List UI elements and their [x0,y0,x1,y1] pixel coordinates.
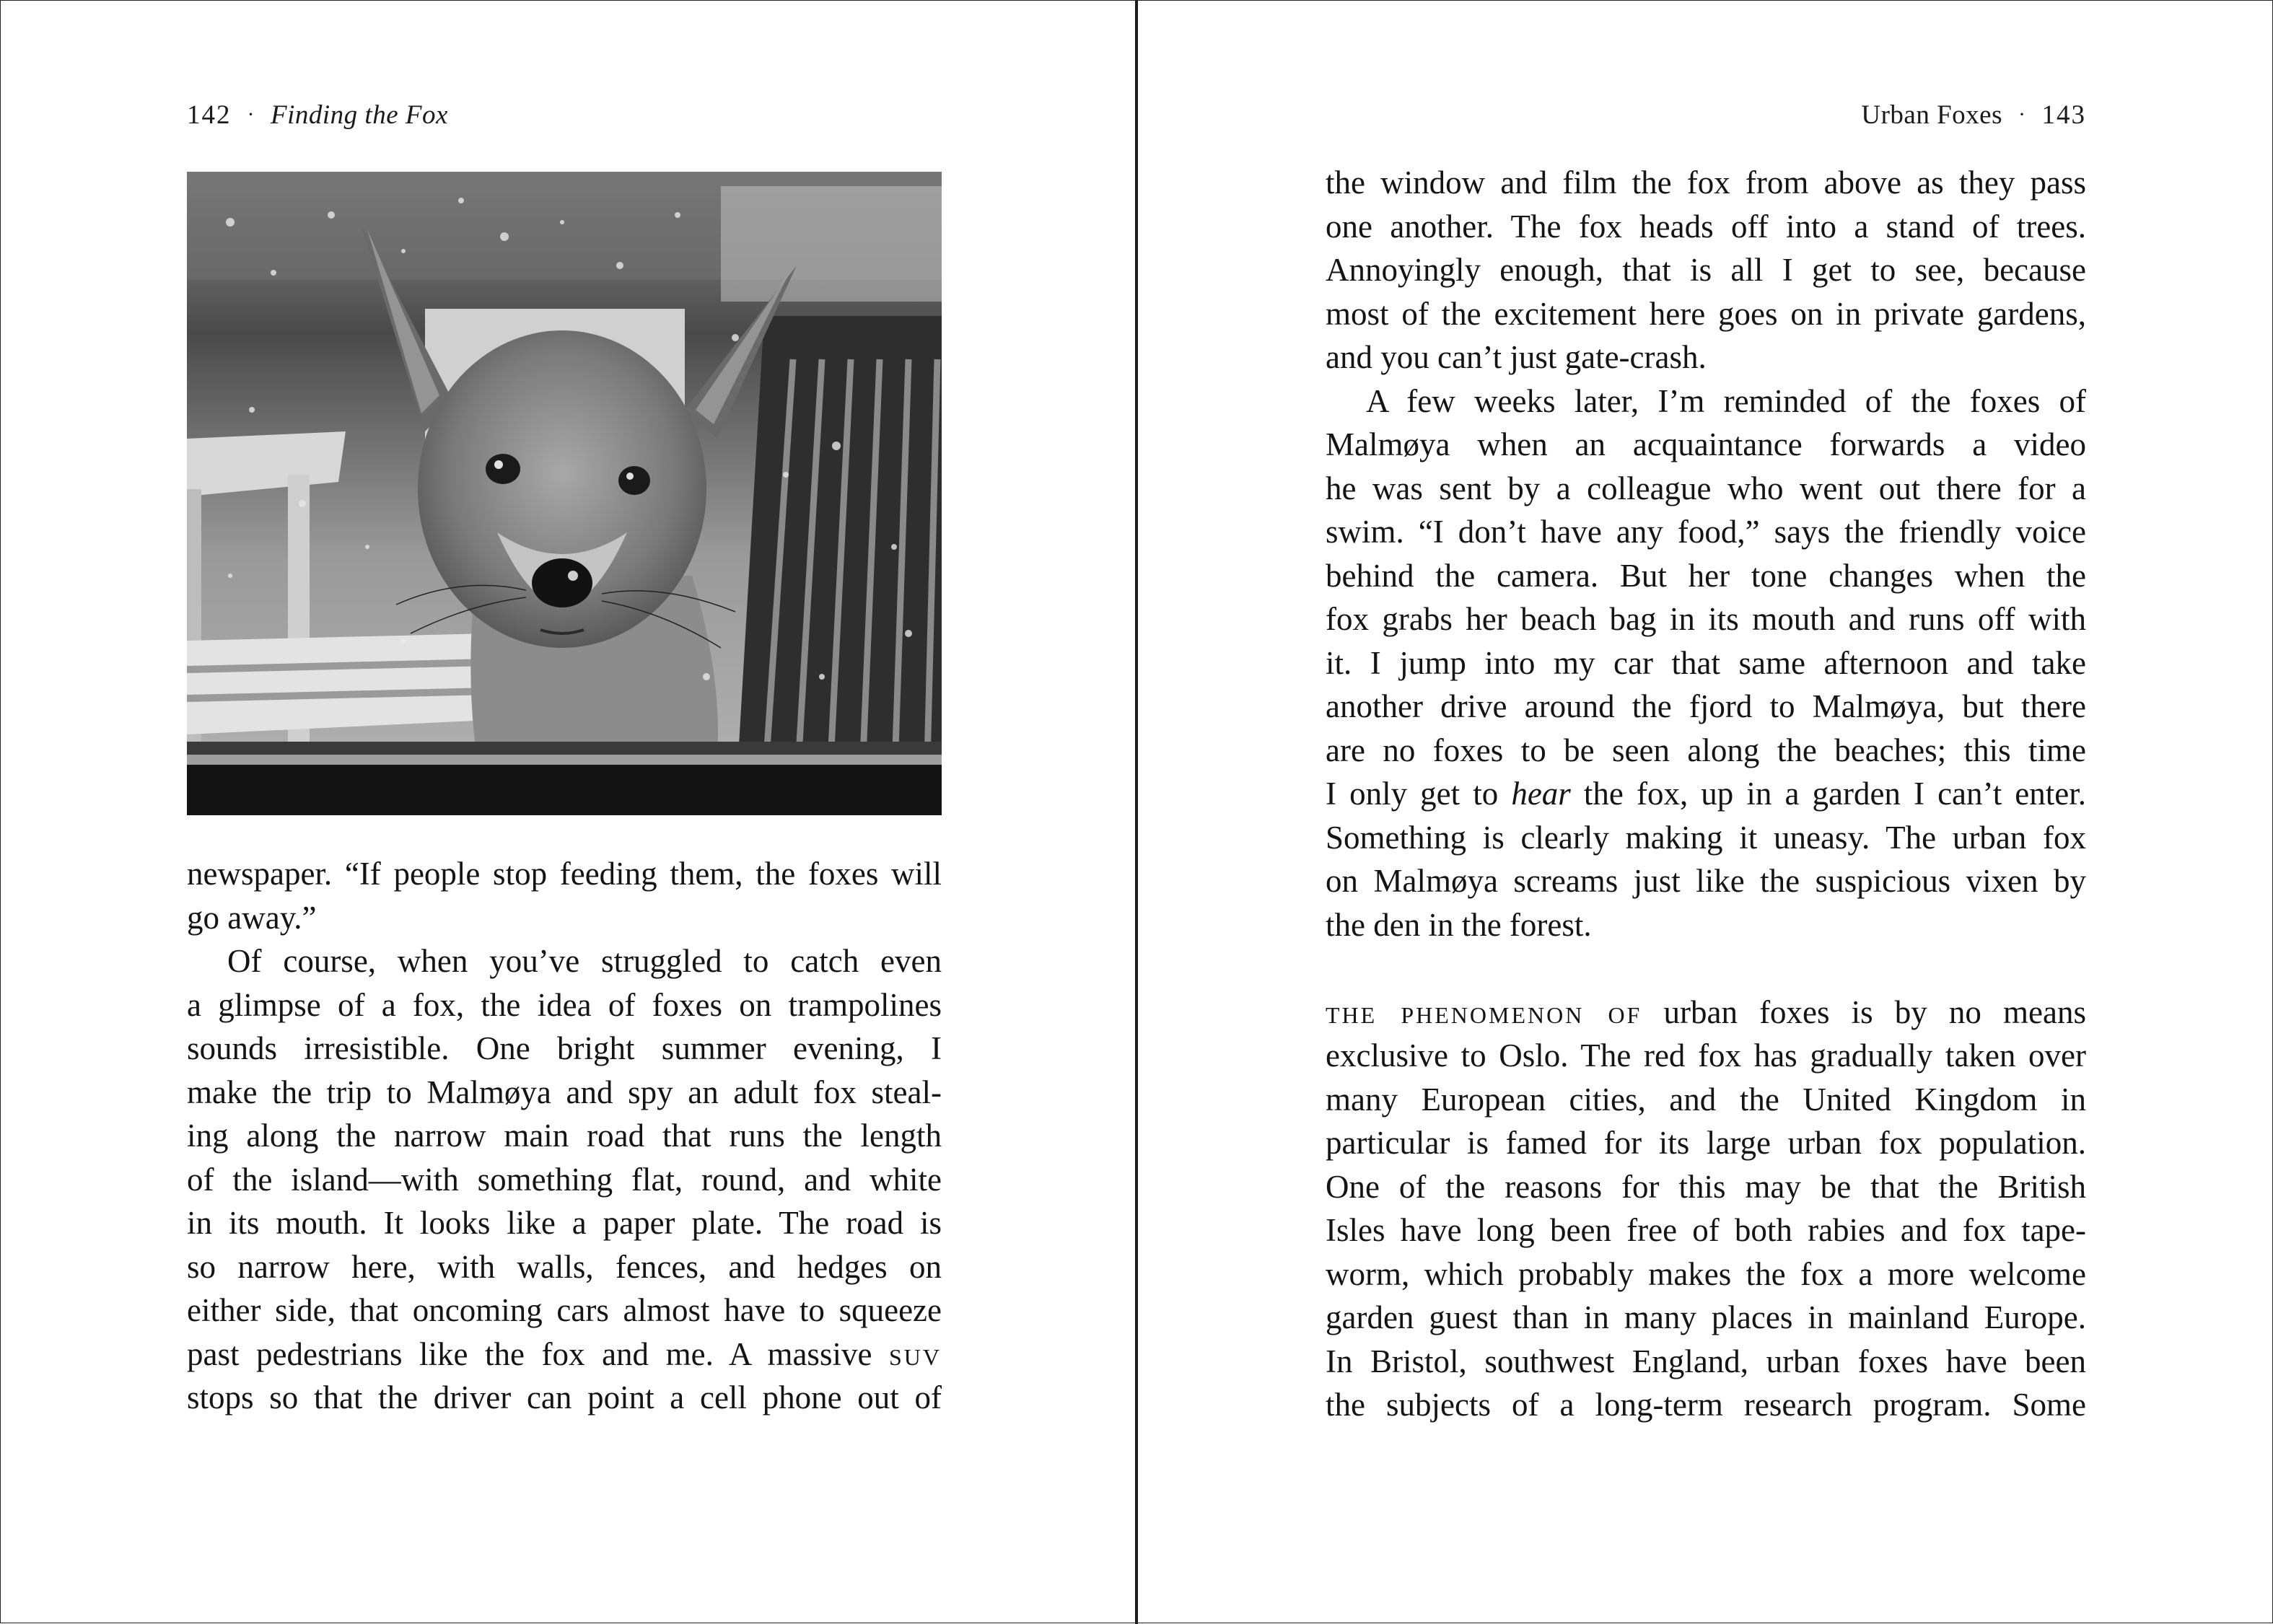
section-opening-line [1326,991,2086,1035]
text-line: In Bristol, southwest England, urban foxes have been [1326,1343,2086,1379]
text-line: sounds irresistible. One bright summer evening, I [187,1030,942,1066]
text-line: A few weeks later, I’m reminded of the foxes of [1366,382,2086,419]
text-line: one another. The fox heads off into a stand of trees. [1326,208,2086,245]
running-title: Urban Foxes [1861,100,2002,130]
text-line: on Malmøya screams just like the suspicious vixen by [1326,863,2086,899]
small-caps-lead-in: the phenomenon of [1326,993,1642,1030]
page-number: 142 [187,100,232,130]
fox-photo-illustration [187,172,942,815]
text-line: the window and film the fox from above as they pass [1326,164,2086,201]
text-line: One of the reasons for this may be that the British [1326,1168,2086,1205]
text-line: another drive around the fjord to Malmøya, but there [1326,688,2086,724]
text-line: it. I jump into my car that same afternoon and take [1326,644,2086,681]
text-line: ing along the narrow main road that runs the length [187,1118,942,1154]
body-text-left [187,852,942,1420]
text-line: he was sent by a colleague who went out there for a [1326,470,2086,506]
text-line: a glimpse of a fox, the idea of foxes on trampolines [187,986,942,1023]
text-line: most of the excitement here goes on in private gardens, [1326,295,2086,332]
text-line: newspaper. “If people stop feeding them, the foxes will [187,856,942,892]
text-line: stops so that the driver can point a cell phone out of [187,1379,942,1415]
text-line: the subjects of a long-term research program. Some [1326,1387,2086,1423]
text-fragment: past pedestrians like the fox and me. A massive [187,1335,889,1372]
text-line: so narrow here, with walls, fences, and hedges on [187,1248,942,1285]
text-line: go away.” [187,899,317,936]
text-line: the den in the forest. [1326,906,1592,943]
text-line: worm, which probably makes the fox a more welcome [1326,1255,2086,1292]
text-line: make the trip to Malmøya and spy an adult fox steal- [187,1074,942,1110]
text-line: exclusive to Oslo. The red fox has gradually taken over [1326,1037,2086,1074]
header-separator: · [2018,102,2026,126]
text-line: are no foxes to be seen along the beaches; this time [1326,732,2086,768]
text-fragment: I only get to [1326,776,1512,812]
running-head-left [187,93,448,136]
text-line: particular is famed for its large urban fox population. [1326,1125,2086,1161]
text-line: behind the camera. But her tone changes when the [1326,557,2086,594]
fox-photo [187,172,942,815]
text-line: of the island—with something flat, round, and white [187,1161,942,1198]
italic-hear: hear [1511,776,1571,812]
text-line [187,1333,942,1377]
header-separator: · [247,102,255,126]
text-line: in its mouth. It looks like a paper plate. The road is [187,1205,942,1241]
text-line: many European cities, and the United Kingdom in [1326,1081,2086,1118]
running-title: Finding the Fox [271,100,448,130]
text-line: either side, that oncoming cars almost have to squeeze [187,1292,942,1328]
text-fragment: urban foxes is by no means [1642,993,2087,1030]
text-line: fox grabs her beach bag in its mouth and runs off with [1326,601,2086,637]
page-number: 143 [2041,100,2086,130]
body-text-right [1326,161,2086,1427]
text-line: swim. “I don’t have any food,” says the friendly voice [1326,514,2086,550]
running-head-right [1861,93,2086,136]
text-line: Annoyingly enough, that is all I get to see, because [1326,252,2086,288]
text-line: garden guest than in many places in mainland Europe. [1326,1299,2086,1335]
small-caps-suv: suv [888,1335,942,1372]
section-break [1326,947,2086,991]
left-page [1,1,1135,1624]
text-line: Isles have long been free of both rabies and fox tape- [1326,1212,2086,1248]
text-line [1326,772,2086,816]
text-line: and you can’t just gate-crash. [1326,339,1707,375]
text-line: Something is clearly making it uneasy. The urban fox [1326,819,2086,856]
right-page [1138,1,2273,1624]
text-line: Malmøya when an acquaintance forwards a video [1326,426,2086,462]
text-line: Of course, when you’ve struggled to catch even [227,943,942,979]
text-fragment: the fox, up in a garden I can’t enter. [1570,776,2086,812]
